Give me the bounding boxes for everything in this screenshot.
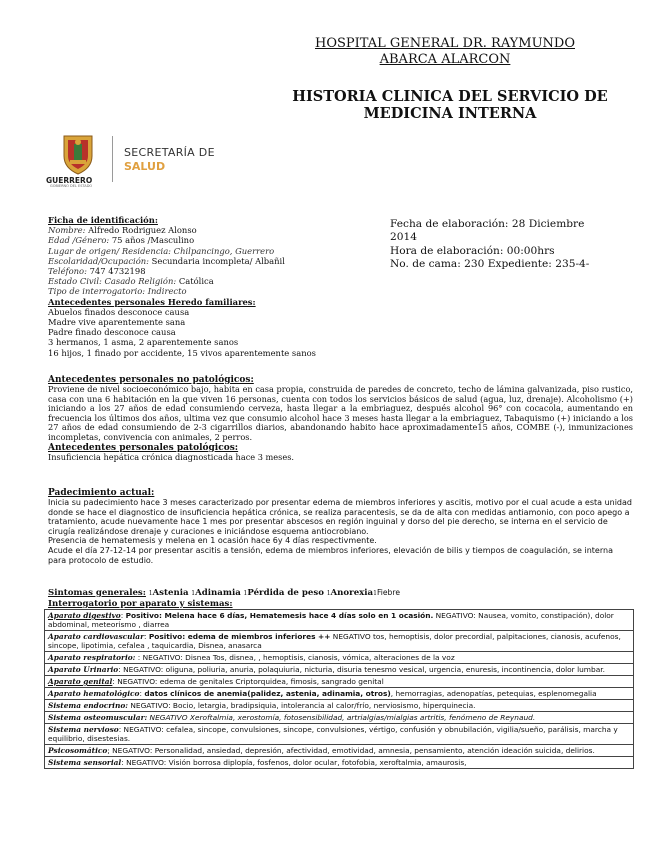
id-field-interrogation: Tipo de interrogatorio: Indirecto	[48, 286, 187, 297]
system-negative: NEGATIVO: cefalea, sincope, convulsiones, sincope, convulsiones, vértigo, confusión y obnubilación, vigilia/sueño, parálisis, marcha y equilibrio, disestesias.	[48, 725, 618, 743]
guerrero-crest-icon	[58, 132, 98, 176]
title-line-2: MEDICINA INTERNA	[363, 105, 537, 122]
system-name: Psicosomático	[48, 746, 108, 755]
no-patologicos-heading: Antecedentes personales no patológicos:	[48, 375, 254, 385]
system-positive: datos clínicos de anemia(palidez, astenia, adinamia, otros)	[144, 689, 391, 698]
system-name: Aparato Urinario	[48, 665, 119, 674]
sintoma-anorexia: Anorexia	[330, 588, 374, 598]
system-name: Sistema endocrino:	[48, 701, 129, 710]
system-negative: NEGATIVO: Bocio, letargia, bradipsiquia, intolerancia al calor/frío, nerviosismo, hiperquinecia.	[130, 701, 476, 710]
hora-elaboracion: Hora de elaboración: 00:00hrs	[390, 244, 555, 257]
padecimiento-text-1: Inicia su padecimiento hace 3 meses caracterizado por presentar edema de miembros inferiores y ascitis, motivo por el cual acude a esta unidad donde se hace el diagnostico de insuficiencia hepática crónica, se realiza paracentesis, se da de alta con medidas antiamonio, con poco apego a tratamiento, acude nuevamente hace 1 mes por presentar abscesos en región inguinal y dorso del pie derecho, se interna en el servicio de cirugía realizándose drenaje y curaciones e iniciándose esquema antiocrobiano.	[48, 498, 632, 536]
document-title	[240, 88, 655, 122]
heredo-line: 3 hermanos, 1 asma, 2 aparentemente sanos	[48, 337, 239, 348]
table-row: Psicosomático; NEGATIVO: Personalidad, ansiedad, depresión, afectividad, emotividad, amnesia, pensamiento, atención ideación suicida, delirios.	[45, 745, 634, 757]
system-negative: NEGATIVO: Visión borrosa diplopía, fosfenos, dolor ocular, fotofobia, xeroftalmia, amaurosis,	[126, 758, 467, 767]
system-name: Sistema nervioso	[48, 725, 119, 734]
logo-divider	[112, 136, 113, 182]
systems-table	[44, 609, 634, 769]
no-patologicos-text: Proviene de nivel socioeconómico bajo, habita en casa propia, construida de paredes de concreto, techo de lámina galvanizada, piso rustico, casa con una 6 habitación en la que viven 16 personas, cuenta con todos los servicios básicos de salud (agua, luz, drenaje). Alcoholismo (+) iniciando a los 27 años de edad consumiendo cerveza, hasta llegar a la embriaguez, después alcohol 96° con cocacola, aumentando en frecuencia los últimos dos años, ultima vez que consumio alcohol hace 3 meses hasta llegar a la embriaguez, Tabaquismo (+) iniciando a los 27 años de edad consumiendo de 2-3 cigarrillos diarios, abandonando habito hace aproximadamente15 años, COMBE (-), inmunizaciones incompletas, convivencia con animales, 2 perros.	[48, 384, 633, 442]
heredo-heading: Antecedentes personales Heredo familiares:	[48, 296, 256, 307]
system-name: Aparato respiratorio:	[48, 653, 136, 662]
padecimiento-heading: Padecimiento actual:	[48, 488, 155, 498]
interrogatorio-heading: Interrogatorio por aparato y sistemas:	[48, 599, 233, 609]
cama-expediente: No. de cama: 230 Expediente: 235-4-	[390, 258, 590, 271]
fecha-elaboracion: Fecha de elaboración: 28 Diciembre	[390, 218, 585, 230]
system-negative: NEGATIVO: Nausea, vomito, constipación), dolor abdominal, meteorismo , diarrea	[48, 611, 614, 629]
system-negative: NEGATIVO: Personalidad, ansiedad, depresión, afectividad, emotividad, amnesia, pensamiento, atención ideación suicida, delirios.	[112, 746, 595, 755]
system-negative: NEGATIVO Xeroftalmia, xerostomía, fotosensibilidad, artrialgias/mialgias artritis, fenómeno de Reynaud.	[149, 713, 536, 722]
state-subtitle: GOBIERNO DEL ESTADO	[50, 184, 93, 188]
sintoma-perdida-peso: Pérdida de peso	[247, 588, 324, 598]
system-name: Sistema osteomuscular:	[48, 713, 148, 722]
table-row: Aparato cardiovascular: Positivo: edema de miembros inferiores ++ NEGATIVO tos, hemoptisis, dolor precordial, palpitaciones, cianosis, acufenos, sincope, lipotimia, cefalea , taquicardia, Disnea, anasarca	[45, 631, 634, 652]
table-row: Aparato respiratorio: : NEGATIVO: Disnea Tos, disnea, , hemoptisis, cianosis, vómica, alteraciones de la voz	[45, 652, 634, 664]
heredo-line: Abuelos finados desconoce causa	[48, 306, 190, 317]
fecha-year: 2014	[390, 231, 417, 244]
system-name: Aparato genital	[48, 677, 113, 686]
table-row: Aparato hematológico: datos clínicos de anemia(palidez, astenia, adinamia, otros), hemorragias, adenopatías, petequias, esplenomegalia	[45, 688, 634, 700]
system-negative: NEGATIVO: Disnea Tos, disnea, , hemoptisis, cianosis, vómica, alteraciones de la voz	[142, 653, 455, 662]
heredo-line: 16 hijos, 1 finado por accidente, 15 vivos aparentemente sanos	[48, 347, 316, 358]
secretaria-line-1: SECRETARÍA DE	[124, 146, 215, 159]
id-field-name: Nombre: Alfredo Rodriguez Alonso	[48, 225, 197, 236]
system-negative: NEGATIVO tos, hemoptisis, dolor precordial, palpitaciones, cianosis, acufenos, sincope, lipotimia, cefalea , taquicardia, Disnea, anasarca	[48, 632, 621, 650]
id-field-civil-religion: Estado Civil: Casado Religión: Católica	[48, 276, 214, 287]
sintoma-num: 1	[243, 590, 248, 597]
table-row: Sistema sensorial: NEGATIVO: Visión borrosa diplopía, fosfenos, dolor ocular, fotofobia, xeroftalmia, amaurosis,	[45, 757, 634, 769]
system-negative: , hemorragias, adenopatías, petequias, esplenomegalia	[390, 689, 597, 698]
document-meta	[390, 218, 635, 272]
secretaria-line-2: SALUD	[124, 160, 166, 173]
table-row: Aparato digestivo: Positivo: Melena hace 6 días, Hematemesis hace 4 días solo en 1 ocasión. NEGATIVO: Nausea, vomito, constipación), dolor abdominal, meteorismo , diarrea	[45, 610, 634, 631]
padecimiento-section	[48, 488, 633, 565]
table-row: Aparato genital: NEGATIVO: edema de genitales Criptorquidea, fimosis, sangrado genital	[45, 676, 634, 688]
system-name: Aparato digestivo	[48, 611, 121, 620]
state-name: GUERRERO	[46, 176, 93, 185]
table-row: Aparato Urinario: NEGATIVO: oliguna, poliuria, anuria, polaquiuria, nicturia, disuria tenesmo vesical, urgencia, enuresis, incontinencia, dolor lumbar.	[45, 664, 634, 676]
hospital-line-1: HOSPITAL GENERAL DR. RAYMUNDO	[314, 36, 575, 51]
identification-section	[48, 215, 378, 358]
system-name: Sistema sensorial	[48, 758, 122, 767]
sintoma-fiebre: Fiebre	[376, 588, 400, 597]
table-row	[45, 700, 634, 712]
sintomas-generales	[48, 588, 633, 599]
table-row: Sistema nervioso: NEGATIVO: cefalea, sincope, convulsiones, sincope, convulsiones, vértigo, confusión y obnubilación, vigilia/sueño, parálisis, marcha y equilibrio, disestesias.	[45, 724, 634, 745]
hospital-name	[265, 36, 625, 68]
sintoma-num: 1	[148, 590, 153, 597]
identification-heading: Ficha de identificación:	[48, 215, 158, 225]
system-name: Aparato hematológico	[48, 689, 140, 698]
sintoma-adinamia: Adinamia	[195, 588, 241, 598]
sintoma-num: 1	[326, 590, 331, 597]
padecimiento-text-3: Acude el día 27-12-14 por presentar ascitis a tensión, edema de miembros inferiores, elevación de bilis y tiempos de coagulación, se interna para protocolo de estudio.	[48, 545, 613, 565]
sintoma-num: 1	[191, 590, 196, 597]
hospital-line-2: ABARCA ALARCON	[379, 52, 511, 67]
antecedentes-section	[48, 375, 633, 462]
patologicos-heading: Antecedentes personales patológicos:	[48, 442, 239, 453]
heredo-line: Padre finado desconoce causa	[48, 327, 176, 338]
system-positive: Positivo: edema de miembros inferiores ++	[148, 632, 331, 641]
title-line-1: HISTORIA CLINICA DEL SERVICIO DE	[292, 88, 608, 105]
id-field-origin: Lugar de origen/ Residencia: Chilpancingo, Guerrero	[48, 245, 275, 256]
system-name: Aparato cardiovascular	[48, 632, 144, 641]
patologicos-text: Insuficiencia hepática crónica diagnosticada hace 3 meses.	[48, 451, 295, 462]
id-field-age-gender: Edad /Género: 75 años /Masculino	[48, 235, 195, 246]
system-negative: NEGATIVO: edema de genitales Criptorquidea, fimosis, sangrado genital	[117, 677, 384, 686]
padecimiento-text-2: Presencia de hematemesis y melena en 1 ocasión hace 6y 4 días respectivmente.	[48, 536, 377, 546]
sintoma-num: 1	[373, 590, 377, 597]
system-negative: NEGATIVO: oliguna, poliuria, anuria, polaquiuria, nicturia, disuria tenesmo vesical, urgencia, enuresis, incontinencia, dolor lumbar.	[123, 665, 605, 674]
system-positive: Positivo: Melena hace 6 días, Hematemesis hace 4 días solo en 1 ocasión.	[125, 611, 434, 620]
id-field-phone: Teléfono: 747 4732198	[48, 266, 146, 277]
id-field-education: Escolaridad/Ocupación: Secundaria incompleta/ Albañil	[48, 255, 285, 266]
heredo-line: Madre vive aparentemente sana	[48, 317, 186, 328]
sintoma-astenia: Astenia	[152, 588, 189, 598]
sintomas-heading: Sintomas generales:	[48, 588, 146, 598]
table-row	[45, 712, 634, 724]
